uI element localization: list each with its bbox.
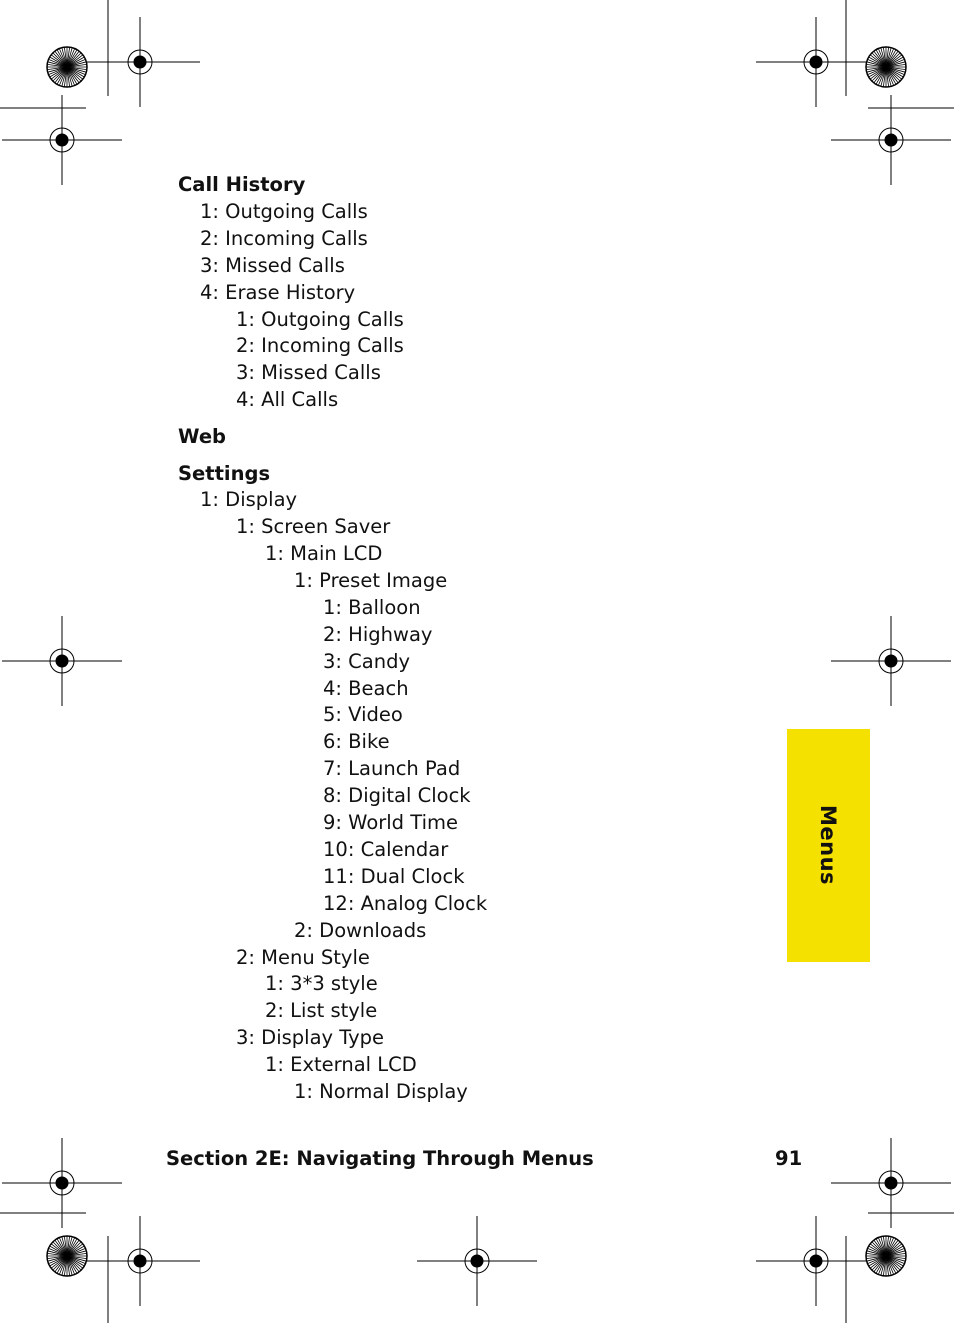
menu-item: 3: Display Type (236, 1026, 385, 1050)
menu-heading: Web (178, 425, 226, 449)
menu-item: 1: 3*3 style (265, 972, 378, 996)
menu-item: 8: Digital Clock (323, 784, 471, 808)
menu-item: 1: Screen Saver (236, 515, 391, 539)
menu-item: 4: All Calls (236, 388, 339, 412)
menu-item: 1: External LCD (265, 1053, 417, 1077)
menu-item: 3: Candy (323, 649, 411, 673)
menu-item: 1: Outgoing Calls (200, 199, 368, 223)
menu-item: 2: Incoming Calls (236, 334, 404, 358)
menu-heading: Settings (178, 462, 271, 486)
menu-item: 2: Menu Style (236, 945, 370, 969)
menu-item: 6: Bike (323, 730, 390, 754)
menu-heading: Call History (178, 173, 306, 196)
menu-item: 9: World Time (323, 811, 458, 834)
side-tab-label: Menus (816, 804, 840, 886)
menu-item: 2: Downloads (294, 918, 427, 942)
menu-item: 1: Outgoing Calls (236, 307, 404, 331)
menu-item: 2: Highway (323, 622, 433, 646)
menu-item: 1: Preset Image (294, 568, 448, 592)
menu-item: 10: Calendar (323, 837, 449, 861)
menu-item: 4: Beach (323, 676, 409, 700)
menu-item: 11: Dual Clock (323, 864, 465, 888)
menu-item: 12: Analog Clock (323, 891, 488, 915)
menu-item: 3: Missed Calls (200, 253, 345, 277)
menu-item: 4: Erase History (200, 280, 356, 304)
menu-item: 7: Launch Pad (323, 757, 461, 781)
menu-item: 3: Missed Calls (236, 361, 381, 385)
footer-section-title: Section 2E: Navigating Through Menus (166, 1147, 594, 1170)
menu-item: 2: Incoming Calls (200, 226, 368, 250)
menu-item: 1: Main LCD (265, 542, 383, 565)
page-number: 91 (775, 1147, 803, 1170)
menu-item: 5: Video (323, 703, 403, 727)
menu-item: 1: Display (200, 488, 298, 512)
menu-item: 1: Normal Display (294, 1080, 468, 1103)
side-tab (787, 729, 870, 962)
menu-item: 1: Balloon (323, 595, 421, 619)
menu-item: 2: List style (265, 999, 378, 1023)
